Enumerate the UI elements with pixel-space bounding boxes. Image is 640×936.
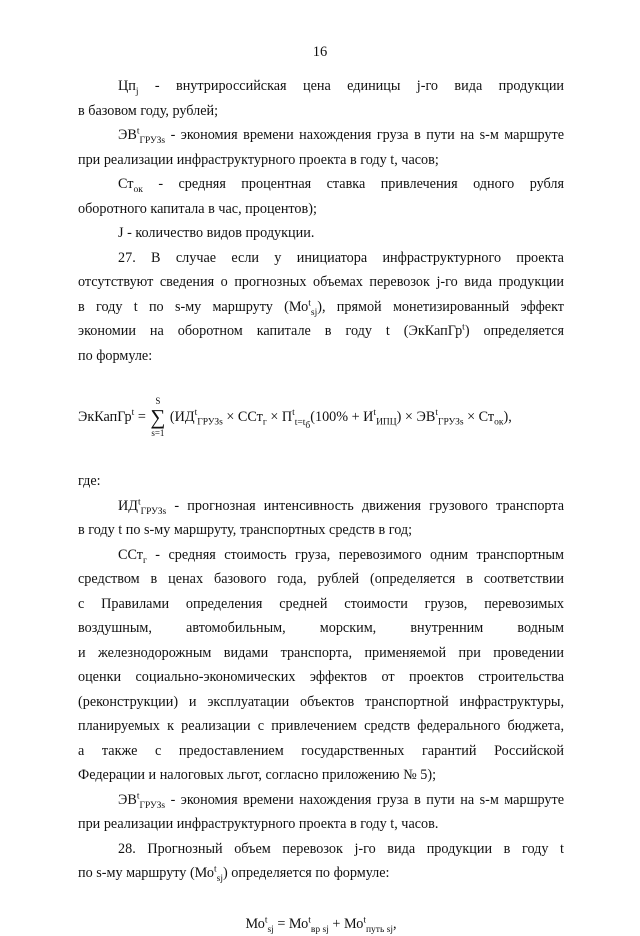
paragraph-27-line1: 27. В случае если у инициатора инфраструктурного проекта xyxy=(78,246,564,271)
definition-ev: $ЭВ^t_{ГРУЗs}$ - экономия времени нахождения груза в пути на s-м маршруте xyxy=(78,123,564,148)
symbol-id: $ИД^t_{ГРУЗs}$ xyxy=(118,498,166,514)
definition-j: J - количество видов продукции. xyxy=(78,221,564,246)
definition-cp-cont: в базовом году, рублей; xyxy=(78,99,564,124)
paragraph-28-line2: по s-му маршруту $(Мо^t_{sj})$ определяется по формуле: xyxy=(78,861,564,886)
definition-id-cont: в году t по s-му маршруту, транспортных средств в год; xyxy=(78,518,564,543)
definition-sst: ССт$_г$ - средняя стоимость груза, перевозимого одним транспортным xyxy=(78,543,564,568)
symbol-st: $Ст_{ок}$ xyxy=(118,176,143,192)
where-label: где: xyxy=(78,469,564,494)
paragraph-28-line1: 28. Прогнозный объем перевозок j-го вида продукции в году t xyxy=(78,837,564,862)
symbol-cp: $Цп_j$ xyxy=(118,78,138,94)
definition-ev-cont: при реализации инфраструктурного проекта в году t, часов; xyxy=(78,148,564,173)
definition-sst-line: Федерации и налоговых льгот, согласно приложению № 5); xyxy=(78,763,564,788)
page-number: 16 xyxy=(0,44,640,61)
symbol-ev2: $ЭВ^t_{ГРУЗs}$ xyxy=(118,792,165,808)
paragraph-27-line2: отсутствуют сведения о прогнозных объемах перевозок j-го вида продукции xyxy=(78,270,564,295)
definition-ev2-cont: при реализации инфраструктурного проекта в году t, часов. xyxy=(78,812,564,837)
definition-sst-line: планируемых к реализации с привлечением средств федерального бюджета, xyxy=(78,714,564,739)
definition-id: $ИД^t_{ГРУЗs}$ - прогнозная интенсивность движения грузового транспорта xyxy=(78,494,564,519)
definition-ev2: $ЭВ^t_{ГРУЗs}$ - экономия времени нахождения груза в пути на s-м маршруте xyxy=(78,788,564,813)
formula-mo: $Мо^t_{sj} = Мо^t_{вр sj} + Мо^t_{путь sj}$, xyxy=(78,912,564,936)
definition-st: $Ст_{ок}$ - средняя процентная ставка привлечения одного рубля xyxy=(78,172,564,197)
formula-ekkapgr: ЭкКапГр$^t$ = S ∑ s=1 $(ИД^t_{ГРУЗs} \times ССт_г \times П^t_{t=t_б}(100\% + И^t_{ИПЦ}) \times ЭВ^t_{ГРУЗs} \times Ст_{ок})$, xyxy=(78,396,564,439)
definition-sst-line: (реконструкции) и эксплуатации объектов транспортной инфраструктуры, xyxy=(78,690,564,715)
definition-sst-line: средством в ценах базового года, рублей (определяется в соответствии xyxy=(78,567,564,592)
definition-sst-line: воздушным, автомобильным, морским, внутренним водным xyxy=(78,616,564,641)
definition-st-cont: оборотного капитала в час, процентов); xyxy=(78,197,564,222)
paragraph-27-line4: экономии на оборотном капитале в году t (ЭкКапГр$^t$) определяется xyxy=(78,319,564,344)
definition-cp: $Цп_j$ - внутрироссийская цена единицы j-го вида продукции xyxy=(78,74,564,99)
definition-sst-line: а также с предоставлением государственных гарантий Российской xyxy=(78,739,564,764)
definition-sst-line: и железнодорожным видами транспорта, применяемой при проведении xyxy=(78,641,564,666)
paragraph-27-line5: по формуле: xyxy=(78,344,564,369)
definition-sst-line: оценки социально-экономических эффектов от проектов строительства xyxy=(78,665,564,690)
definition-sst-line: с Правилами определения средней стоимости грузов, перевозимых xyxy=(78,592,564,617)
paragraph-27-line3: в году t по s-му маршруту $(Мо^t_{sj})$, прямой монетизированный эффект xyxy=(78,295,564,320)
sum-operator: S ∑ s=1 xyxy=(150,396,165,439)
symbol-sst: ССт$_г$ xyxy=(118,547,147,563)
symbol-ev: $ЭВ^t_{ГРУЗs}$ xyxy=(118,127,165,143)
document-body xyxy=(78,74,564,936)
